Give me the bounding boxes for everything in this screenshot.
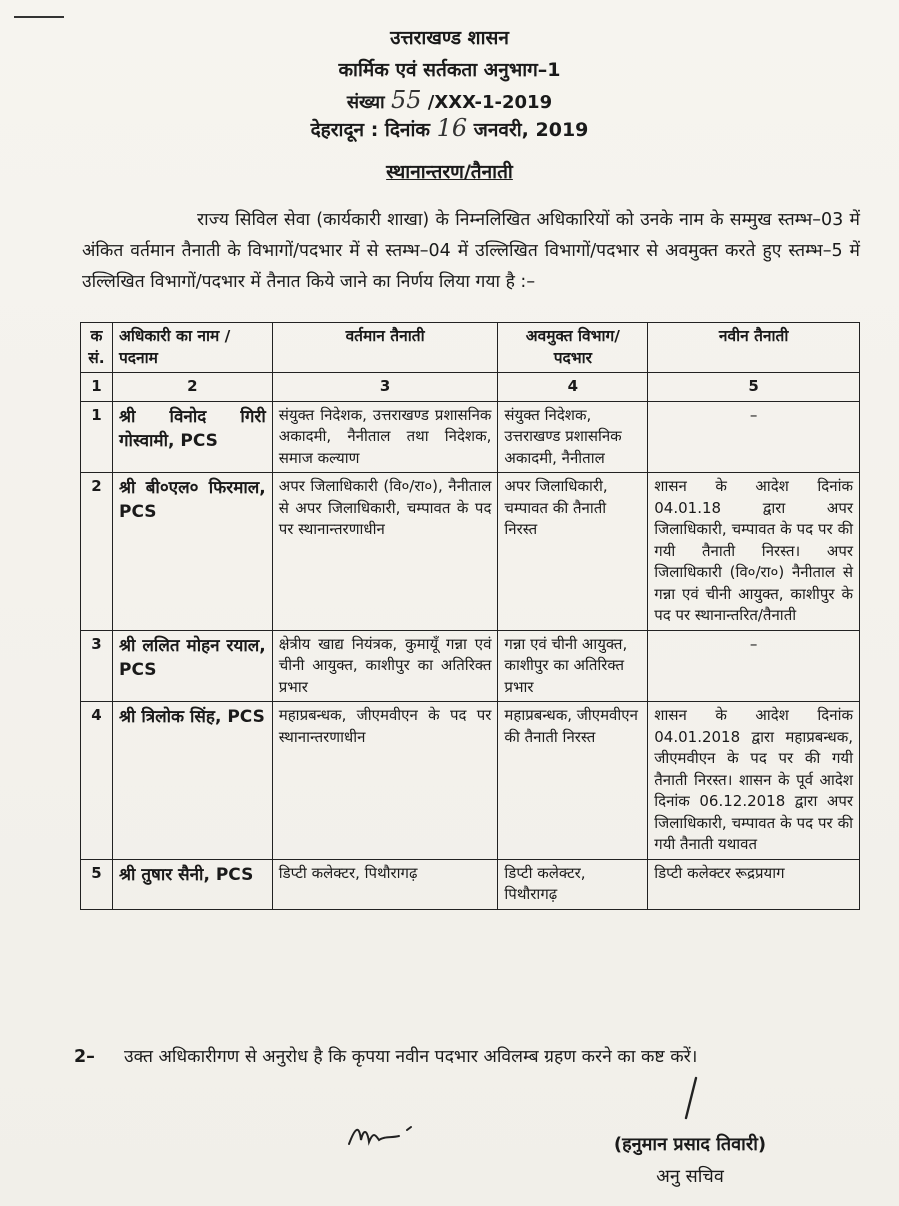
number-label: संख्या [346, 92, 385, 113]
signature [345, 1118, 430, 1152]
current-posting: क्षेत्रीय खाद्य नियंत्रक, कुमायूँ गन्ना एवं चीनी आयुक्त, काशीपुर का अतिरिक्त प्रभार [272, 630, 498, 702]
officer-name: श्री त्रिलोक सिंह, PCS [112, 702, 272, 860]
header-sn: क सं. [81, 323, 113, 373]
officer-name: श्री बी०एल० फिरमाल, PCS [112, 473, 272, 631]
corner-mark [14, 16, 64, 18]
date-suffix: जनवरी, 2019 [473, 119, 589, 141]
new-posting: शासन के आदेश दिनांक 04.01.2018 द्वारा महाप्रबन्धक, जीएमवीएन के पद पर की गयी तैनाती निरस्त। शासन के पूर्व आदेश दिनांक 06.12.2018 द्वारा अपर जिलाधिकारी, चम्पावत के पद पर की गयी तैनाती यथावत [648, 702, 860, 860]
header-name: अधिकारी का नाम /पदनाम [112, 323, 272, 373]
table-row [81, 702, 860, 860]
officer-name: श्री तुषार सैनी, PCS [112, 859, 272, 909]
table-row [81, 473, 860, 631]
order-number [0, 86, 899, 114]
col-number: 2 [112, 373, 272, 402]
header-current: वर्तमान तैनाती [272, 323, 498, 373]
transfer-table [80, 322, 860, 910]
table-row [81, 401, 860, 473]
officer-name: श्री विनोद गिरी गोस्वामी, PCS [112, 401, 272, 473]
new-posting: – [648, 630, 860, 702]
department-title: कार्मिक एवं सर्तकता अनुभाग–1 [338, 59, 561, 81]
relieved-charge: डिप्टी कलेक्टर, पिथौरागढ़ [498, 859, 648, 909]
header-relieved: अवमुक्त विभाग/ पदभार [498, 323, 648, 373]
col-number: 3 [272, 373, 498, 402]
current-posting: संयुक्त निदेशक, उत्तराखण्ड प्रशासनिक अकादमी, नैनीताल तथा निदेशक, समाज कल्याण [272, 401, 498, 473]
intro-paragraph: राज्य सिविल सेवा (कार्यकारी शाखा) के निम्नलिखित अधिकारियों को उनके नाम के सम्मुख स्तम्भ–03 में अंकित वर्तमान तैनाती के विभागों/पदभार में से स्तम्भ–04 में उल्लिखित विभागों/पदभार से अवमुक्त करते हुए स्तम्भ–5 में उल्लिखित विभागों/पदभार में तैनात किये जाने का निर्णय लिया गया है :– [82, 210, 860, 292]
new-posting: – [648, 401, 860, 473]
signatory-name: (हनुमान प्रसाद तिवारी) [613, 1134, 767, 1155]
relieved-charge: महाप्रबन्धक, जीएमवीएन की तैनाती निरस्त [498, 702, 648, 860]
new-posting: शासन के आदेश दिनांक 04.01.18 द्वारा अपर जिलाधिकारी, चम्पावत के पद पर की गयी तैनाती निरस्त। अपर जिलाधिकारी (वि०/रा०) नैनीताल से गन्ना एवं चीनी आयुक्त, काशीपुर के पद पर स्थानान्तरित/तैनाती [648, 473, 860, 631]
handwritten-number: 55 [390, 86, 422, 114]
row-sn: 4 [81, 702, 113, 860]
table-row [81, 630, 860, 702]
header-new: नवीन तैनाती [648, 323, 860, 373]
tick-mark [680, 1076, 700, 1120]
row-sn: 2 [81, 473, 113, 631]
government-title: उत्तराखण्ड शासन [390, 27, 509, 49]
current-posting: अपर जिलाधिकारी (वि०/रा०), नैनीताल से अपर जिलाधिकारी, चम्पावत के पद पर स्थानान्तरणाधीन [272, 473, 498, 631]
current-posting: डिप्टी कलेक्टर, पिथौरागढ़ [272, 859, 498, 909]
section-number: 2– [74, 1047, 95, 1067]
section-2 [74, 1040, 860, 1074]
section-text: उक्त अधिकारीगण से अनुरोध है कि कृपया नवीन पदभार अविलम्ब ग्रहण करने का कष्ट करें। [124, 1047, 698, 1067]
current-posting: महाप्रबन्धक, जीएमवीएन के पद पर स्थानान्तरणाधीन [272, 702, 498, 860]
handwritten-day: 16 [436, 114, 468, 142]
col-number: 4 [498, 373, 648, 402]
subject-heading: स्थानान्तरण/तैनाती [386, 161, 513, 183]
new-posting: डिप्टी कलेक्टर रूद्रप्रयाग [648, 859, 860, 909]
col-number: 1 [81, 373, 113, 402]
number-suffix: /XXX-1-2019 [427, 92, 553, 113]
signatory-designation: अनु सचिव [656, 1166, 724, 1187]
row-sn: 1 [81, 401, 113, 473]
relieved-charge: संयुक्त निदेशक, उत्तराखण्ड प्रशासनिक अकादमी, नैनीताल [498, 401, 648, 473]
date-prefix: देहरादून : दिनांक [310, 119, 430, 141]
row-sn: 3 [81, 630, 113, 702]
col-number: 5 [648, 373, 860, 402]
table-header-row [81, 323, 860, 373]
relieved-charge: अपर जिलाधिकारी, चम्पावत की तैनाती निरस्त [498, 473, 648, 631]
table-row [81, 859, 860, 909]
officer-name: श्री ललित मोहन रयाल, PCS [112, 630, 272, 702]
order-date [0, 114, 899, 142]
relieved-charge: गन्ना एवं चीनी आयुक्त, काशीपुर का अतिरिक्त प्रभार [498, 630, 648, 702]
column-number-row [81, 373, 860, 402]
row-sn: 5 [81, 859, 113, 909]
